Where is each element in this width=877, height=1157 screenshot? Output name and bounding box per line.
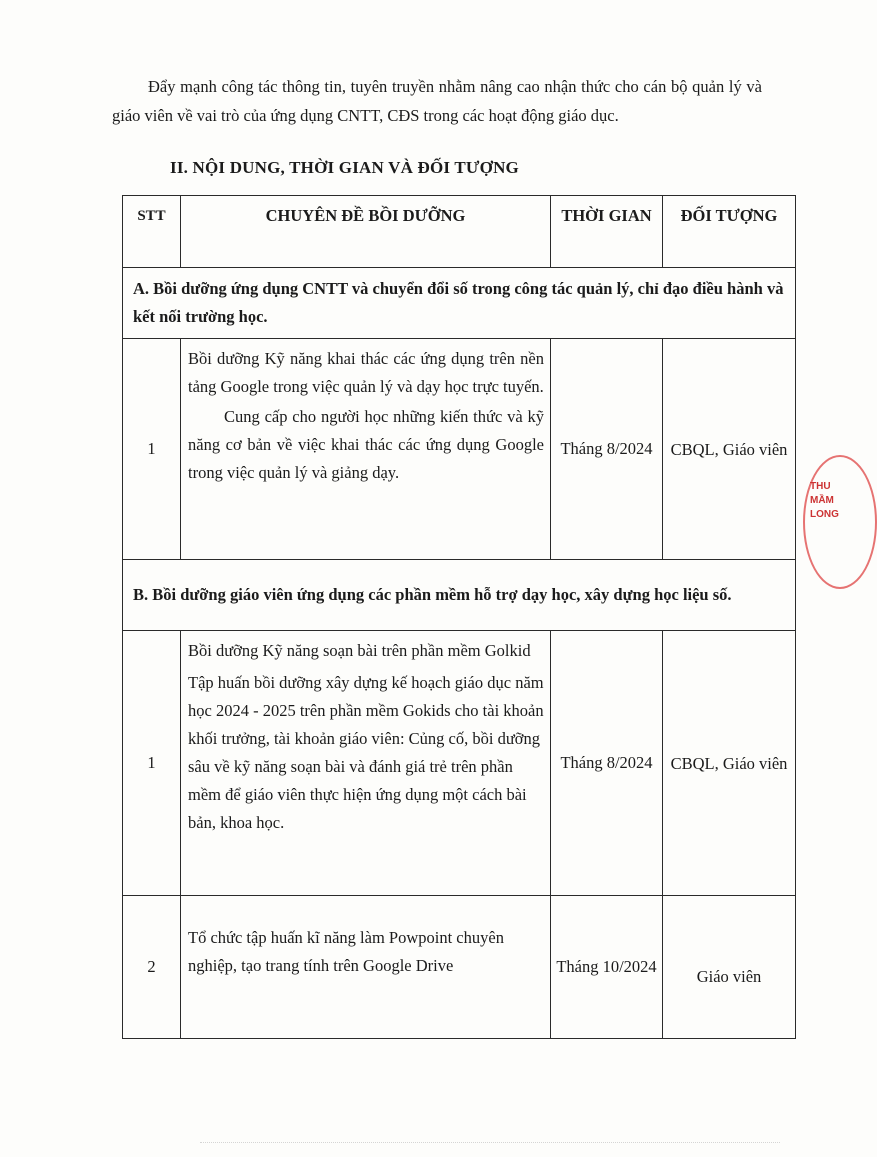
header-topic: CHUYÊN ĐỀ BỒI DƯỠNG	[181, 196, 551, 268]
topic-title: Tổ chức tập huấn kĩ năng làm Powpoint chuyên nghiệp, tạo trang tính trên Google Drive	[188, 928, 504, 975]
section-heading: II. NỘI DUNG, THỜI GIAN VÀ ĐỐI TƯỢNG	[170, 158, 519, 177]
topic-description: Tập huấn bồi dưỡng xây dựng kế hoạch giáo dục năm học 2024 - 2025 trên phần mềm Gokids cho tài khoản khối trưởng, tài khoản giáo viên: Củng cố, bồi dưỡng sâu về kỹ năng soạn bài và đánh giá trẻ trên phần mềm để giáo viên thực hiện ứng dụng một cách bài bản, khoa học.	[188, 673, 544, 832]
section-a-title: A. Bồi dưỡng ứng dụng CNTT và chuyển đổi số trong công tác quản lý, chỉ đạo điều hành và kết nối trường học.	[123, 268, 796, 339]
row-time: Tháng 8/2024	[551, 339, 663, 560]
topic-title: Bồi dưỡng Kỹ năng khai thác các ứng dụng trên nền tảng Google trong việc quản lý và dạy học trực tuyến.	[188, 349, 544, 396]
table-header-row	[123, 196, 796, 268]
training-plan-table	[122, 195, 796, 1039]
row-topic	[181, 339, 551, 560]
intro-text: Đẩy mạnh công tác thông tin, tuyên truyền nhằm nâng cao nhận thức cho cán bộ quản lý và giáo viên về vai trò của ứng dụng CNTT, CĐS trong các hoạt động giáo dục.	[112, 77, 762, 125]
row-stt: 2	[123, 896, 181, 1039]
topic-description: Cung cấp cho người học những kiến thức và kỹ năng cơ bản về việc khai thác các ứng dụng Google trong việc quản lý và giảng dạy.	[188, 407, 544, 482]
row-stt: 1	[123, 631, 181, 896]
row-stt: 1	[123, 339, 181, 560]
table-row	[123, 896, 796, 1039]
header-time: THỜI GIAN	[551, 196, 663, 268]
intro-paragraph	[112, 72, 762, 130]
row-target: Giáo viên	[663, 896, 796, 1039]
header-stt: STT	[123, 196, 181, 268]
row-time: Tháng 8/2024	[551, 631, 663, 896]
bleed-through-line	[200, 1142, 780, 1151]
row-time: Tháng 10/2024	[551, 896, 663, 1039]
stamp-lettering: THU MẦM LONG	[810, 481, 839, 520]
section-b-row	[123, 560, 796, 631]
header-target: ĐỐI TƯỢNG	[663, 196, 796, 268]
row-topic	[181, 896, 551, 1039]
red-seal-stamp	[803, 455, 877, 589]
topic-title: Bồi dưỡng Kỹ năng soạn bài trên phần mềm Golkid	[188, 641, 531, 660]
row-target: CBQL, Giáo viên	[663, 631, 796, 896]
row-topic	[181, 631, 551, 896]
row-target: CBQL, Giáo viên	[663, 339, 796, 560]
table-row	[123, 339, 796, 560]
table-row	[123, 631, 796, 896]
section-a-row	[123, 268, 796, 339]
section-b-title: B. Bồi dưỡng giáo viên ứng dụng các phần mềm hỗ trợ dạy học, xây dựng học liệu số.	[123, 560, 796, 631]
